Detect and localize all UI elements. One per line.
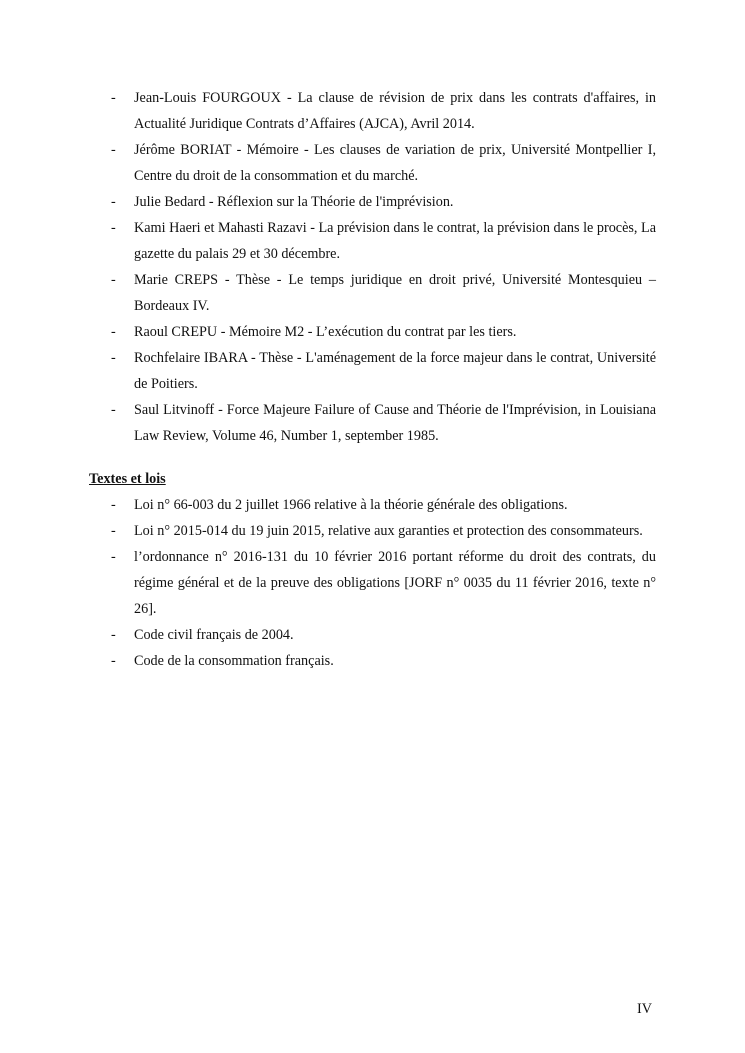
bibliography-entry <box>89 215 656 267</box>
bibliography-list <box>89 85 656 449</box>
entry-text: Raoul CREPU - Mémoire M2 - L’exécution du contrat par les tiers. <box>134 324 517 340</box>
law-entry <box>89 518 656 544</box>
entry-text: Loi n° 66-003 du 2 juillet 1966 relative à la théorie générale des obligations. <box>134 497 568 513</box>
list-dash: - <box>111 653 116 669</box>
page-content <box>89 85 656 674</box>
list-dash: - <box>111 90 116 106</box>
entry-text: Jean-Louis FOURGOUX - La clause de révision de prix dans les contrats d'affaires, in Actualité Juridique Contrats d’Affaires (AJCA), Avril 2014. <box>134 90 656 132</box>
list-dash: - <box>111 523 116 539</box>
section-heading-laws: Textes et lois <box>89 471 166 487</box>
list-dash: - <box>111 220 116 236</box>
list-dash: - <box>111 627 116 643</box>
list-dash: - <box>111 194 116 210</box>
bibliography-entry <box>89 345 656 397</box>
bibliography-entry <box>89 137 656 189</box>
entry-text: Marie CREPS - Thèse - Le temps juridique en droit privé, Université Montesquieu – Bordeaux IV. <box>134 272 656 314</box>
list-dash: - <box>111 324 116 340</box>
entry-text: l’ordonnance n° 2016-131 du 10 février 2016 portant réforme du droit des contrats, du régime général et de la preuve des obligations [JORF n° 0035 du 11 février 2016, texte n° 26]. <box>134 549 656 617</box>
entry-text: Rochfelaire IBARA - Thèse - L'aménagement de la force majeur dans le contrat, Université de Poitiers. <box>134 350 656 392</box>
list-dash: - <box>111 402 116 418</box>
bibliography-entry <box>89 397 656 449</box>
entry-text: Kami Haeri et Mahasti Razavi - La prévision dans le contrat, la prévision dans le procès, La gazette du palais 29 et 30 décembre. <box>134 220 656 262</box>
page-number: IV <box>637 1001 652 1017</box>
bibliography-entry <box>89 267 656 319</box>
bibliography-entry <box>89 85 656 137</box>
entry-text: Code de la consommation français. <box>134 653 334 669</box>
entry-text: Loi n° 2015-014 du 19 juin 2015, relative aux garanties et protection des consommateurs. <box>134 523 643 539</box>
bibliography-entry <box>89 189 656 215</box>
entry-text: Jérôme BORIAT - Mémoire - Les clauses de variation de prix, Université Montpellier I, Centre du droit de la consommation et du marché. <box>134 142 656 184</box>
entry-text: Saul Litvinoff - Force Majeure Failure of Cause and Théorie de l'Imprévision, in Louisiana Law Review, Volume 46, Number 1, september 1985. <box>134 402 656 444</box>
bibliography-entry <box>89 319 656 345</box>
law-entry <box>89 622 656 648</box>
law-entry <box>89 492 656 518</box>
list-dash: - <box>111 549 116 565</box>
law-entry <box>89 544 656 622</box>
list-dash: - <box>111 350 116 366</box>
law-entry <box>89 648 656 674</box>
entry-text: Julie Bedard - Réflexion sur la Théorie de l'imprévision. <box>134 194 454 210</box>
list-dash: - <box>111 142 116 158</box>
list-dash: - <box>111 497 116 513</box>
list-dash: - <box>111 272 116 288</box>
laws-list <box>89 492 656 674</box>
entry-text: Code civil français de 2004. <box>134 627 294 643</box>
